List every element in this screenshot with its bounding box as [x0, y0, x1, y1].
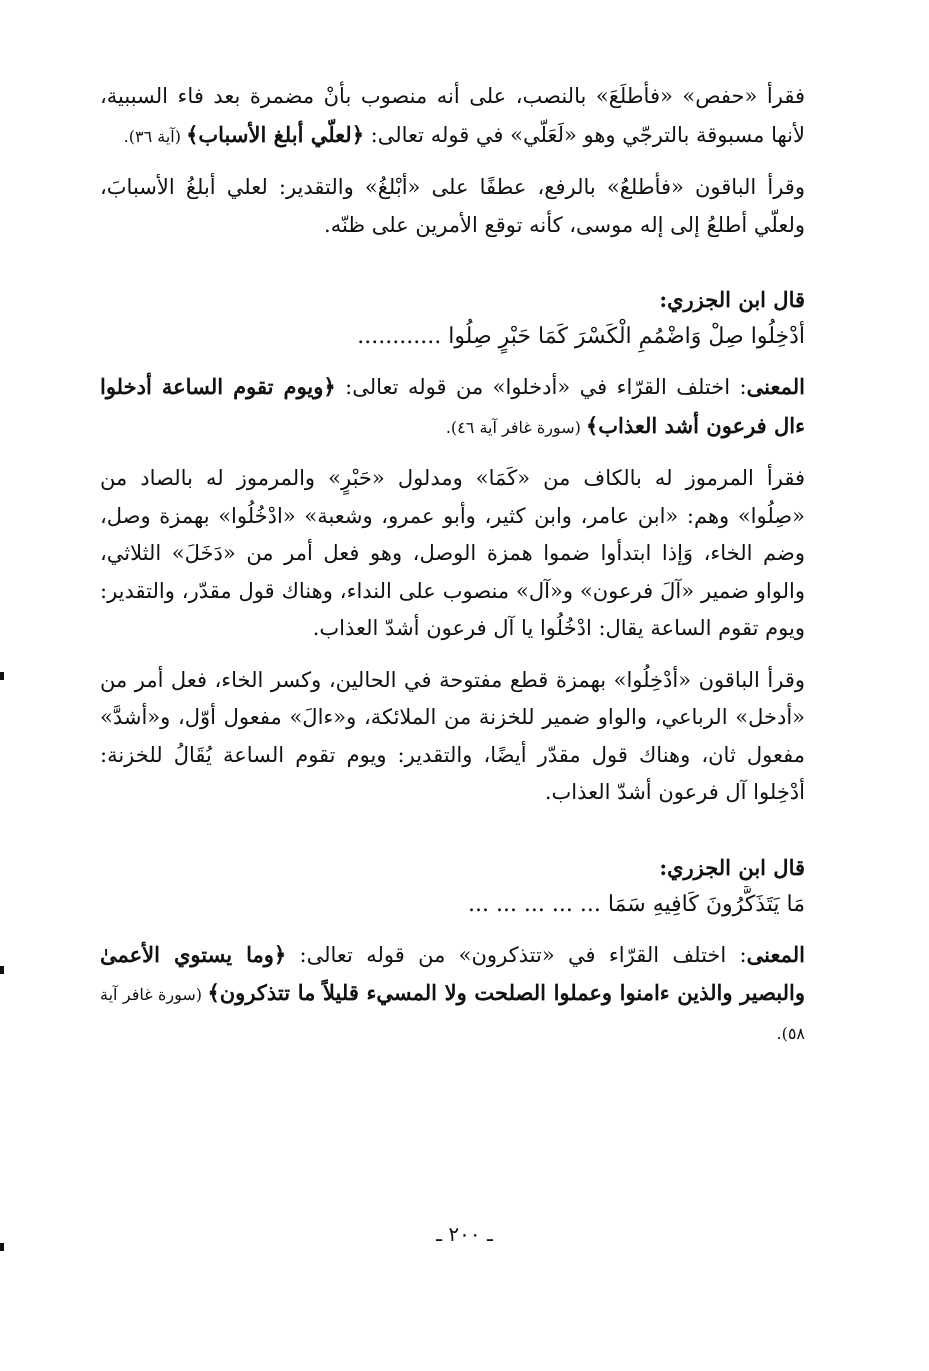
section-heading: قال ابن الجزري: — [659, 287, 805, 312]
scan-edge-mark — [0, 672, 4, 680]
section-heading: قال ابن الجزري: — [659, 854, 805, 880]
verse-reference: (سورة غافر آية ٥٨). — [100, 985, 805, 1043]
scan-edge-mark — [0, 966, 4, 974]
meaning-label: المعنى — [746, 374, 805, 399]
poem-verse: أدْخِلُوا صِلْ وَاضْمُمِ الْكَسْرَ كَمَا حَبْرٍ صِلُوا ............ — [357, 324, 805, 349]
paragraph-hafs-reading — [100, 78, 805, 155]
paragraph-text: وقرأ الباقون «فأطلعُ» بالرفع، عطفًا على «أبْلغُ» والتقدير: لعلي أبلغُ الأسبابَ، ولعلّي أطلعُ إلى إله موسى، كأنه توقع الأمرين على ظنّه. — [100, 175, 805, 237]
page-body — [100, 78, 805, 1052]
verse-reference: (سورة غافر آية ٤٦). — [445, 417, 586, 437]
meaning-label: المعنى — [746, 941, 805, 967]
quran-verse: ﴿لعلّي أبلغ الأسباب﴾ — [186, 121, 364, 147]
paragraph-meaning — [100, 368, 805, 446]
paragraph-text: فقرأ «حفص» «فأطلَعَ» بالنصب، على أنه منصوب بأنْ مضمرة بعد فاء السببية، لأنها مسبوقة بالترجّي وهو «لَعَلّي» في قوله تعالى: — [100, 84, 805, 147]
paragraph-others-reading — [100, 169, 805, 244]
paragraph-second-reading — [100, 662, 805, 812]
paragraph-text: وقرأ الباقون «أدْخِلُوا» بهمزة قطع مفتوحة في الحالين، وكسر الخاء، فعل أمر من «أدخل» الرباعي، والواو ضمير للخزنة من الملائكة، و«ءالَ» مفعول أوّل، و«أشدَّ» مفعول ثان، وهناك قول مقدّر أيضًا، والتقدير: ويوم تقوم الساعة يُقَالُ للخزنة: أدْخِلوا آل فرعون أشدّ العذاب. — [100, 667, 805, 804]
verse-reference: (آية ٣٦). — [123, 126, 187, 146]
paragraph-text: فقرأ المرموز له بالكاف من «كَمَا» ومدلول «حَبْرٍ» والمرموز له بالصاد من «صِلُوا» وهم: «ابن عامر، وابن كثير، وأبو عمرو، وشعبة» «ادْخُلُوا» بهمزة وصل، وضم الخاء، وَإذا ابتدأوا ضموا همزة الوصل، وهو فعل أمر من «دَخَلَ» الثلاثي، والواو ضمير «آلَ فرعون» و«آل» منصوب على النداء، وهناك قول مقدّر، والتقدير: ويوم تقوم الساعة يقال: ادْخُلُوا يا آل فرعون أشدّ العذاب. — [100, 466, 806, 640]
quran-verse: ﴿وما يستوي الأعمىٰ والبصير والذين ءامنوا وعملوا الصلحت ولا المسيء قليلاً ما تتذكرون﴾ — [100, 941, 805, 1005]
page-number: ـ ٢٠٠ ـ — [436, 1222, 493, 1246]
paragraph-meaning — [100, 936, 805, 1053]
paragraph-text: : اختلف القرّاء في «أدخلوا» من قوله تعالى: — [335, 375, 747, 399]
quran-verse: ﴿ويوم تقوم الساعة أدخلوا ءال فرعون أشد العذاب﴾ — [100, 374, 805, 438]
paragraph-text: : اختلف القرّاء في «تتذكرون» من قوله تعالى: — [286, 942, 747, 967]
paragraph-first-reading — [100, 460, 805, 648]
scan-edge-mark — [0, 1243, 4, 1251]
poem-verse: مَا يَتَذَكَّرُونَ كَافِيهِ سَمَا ... ... ... ... ... — [467, 891, 805, 917]
